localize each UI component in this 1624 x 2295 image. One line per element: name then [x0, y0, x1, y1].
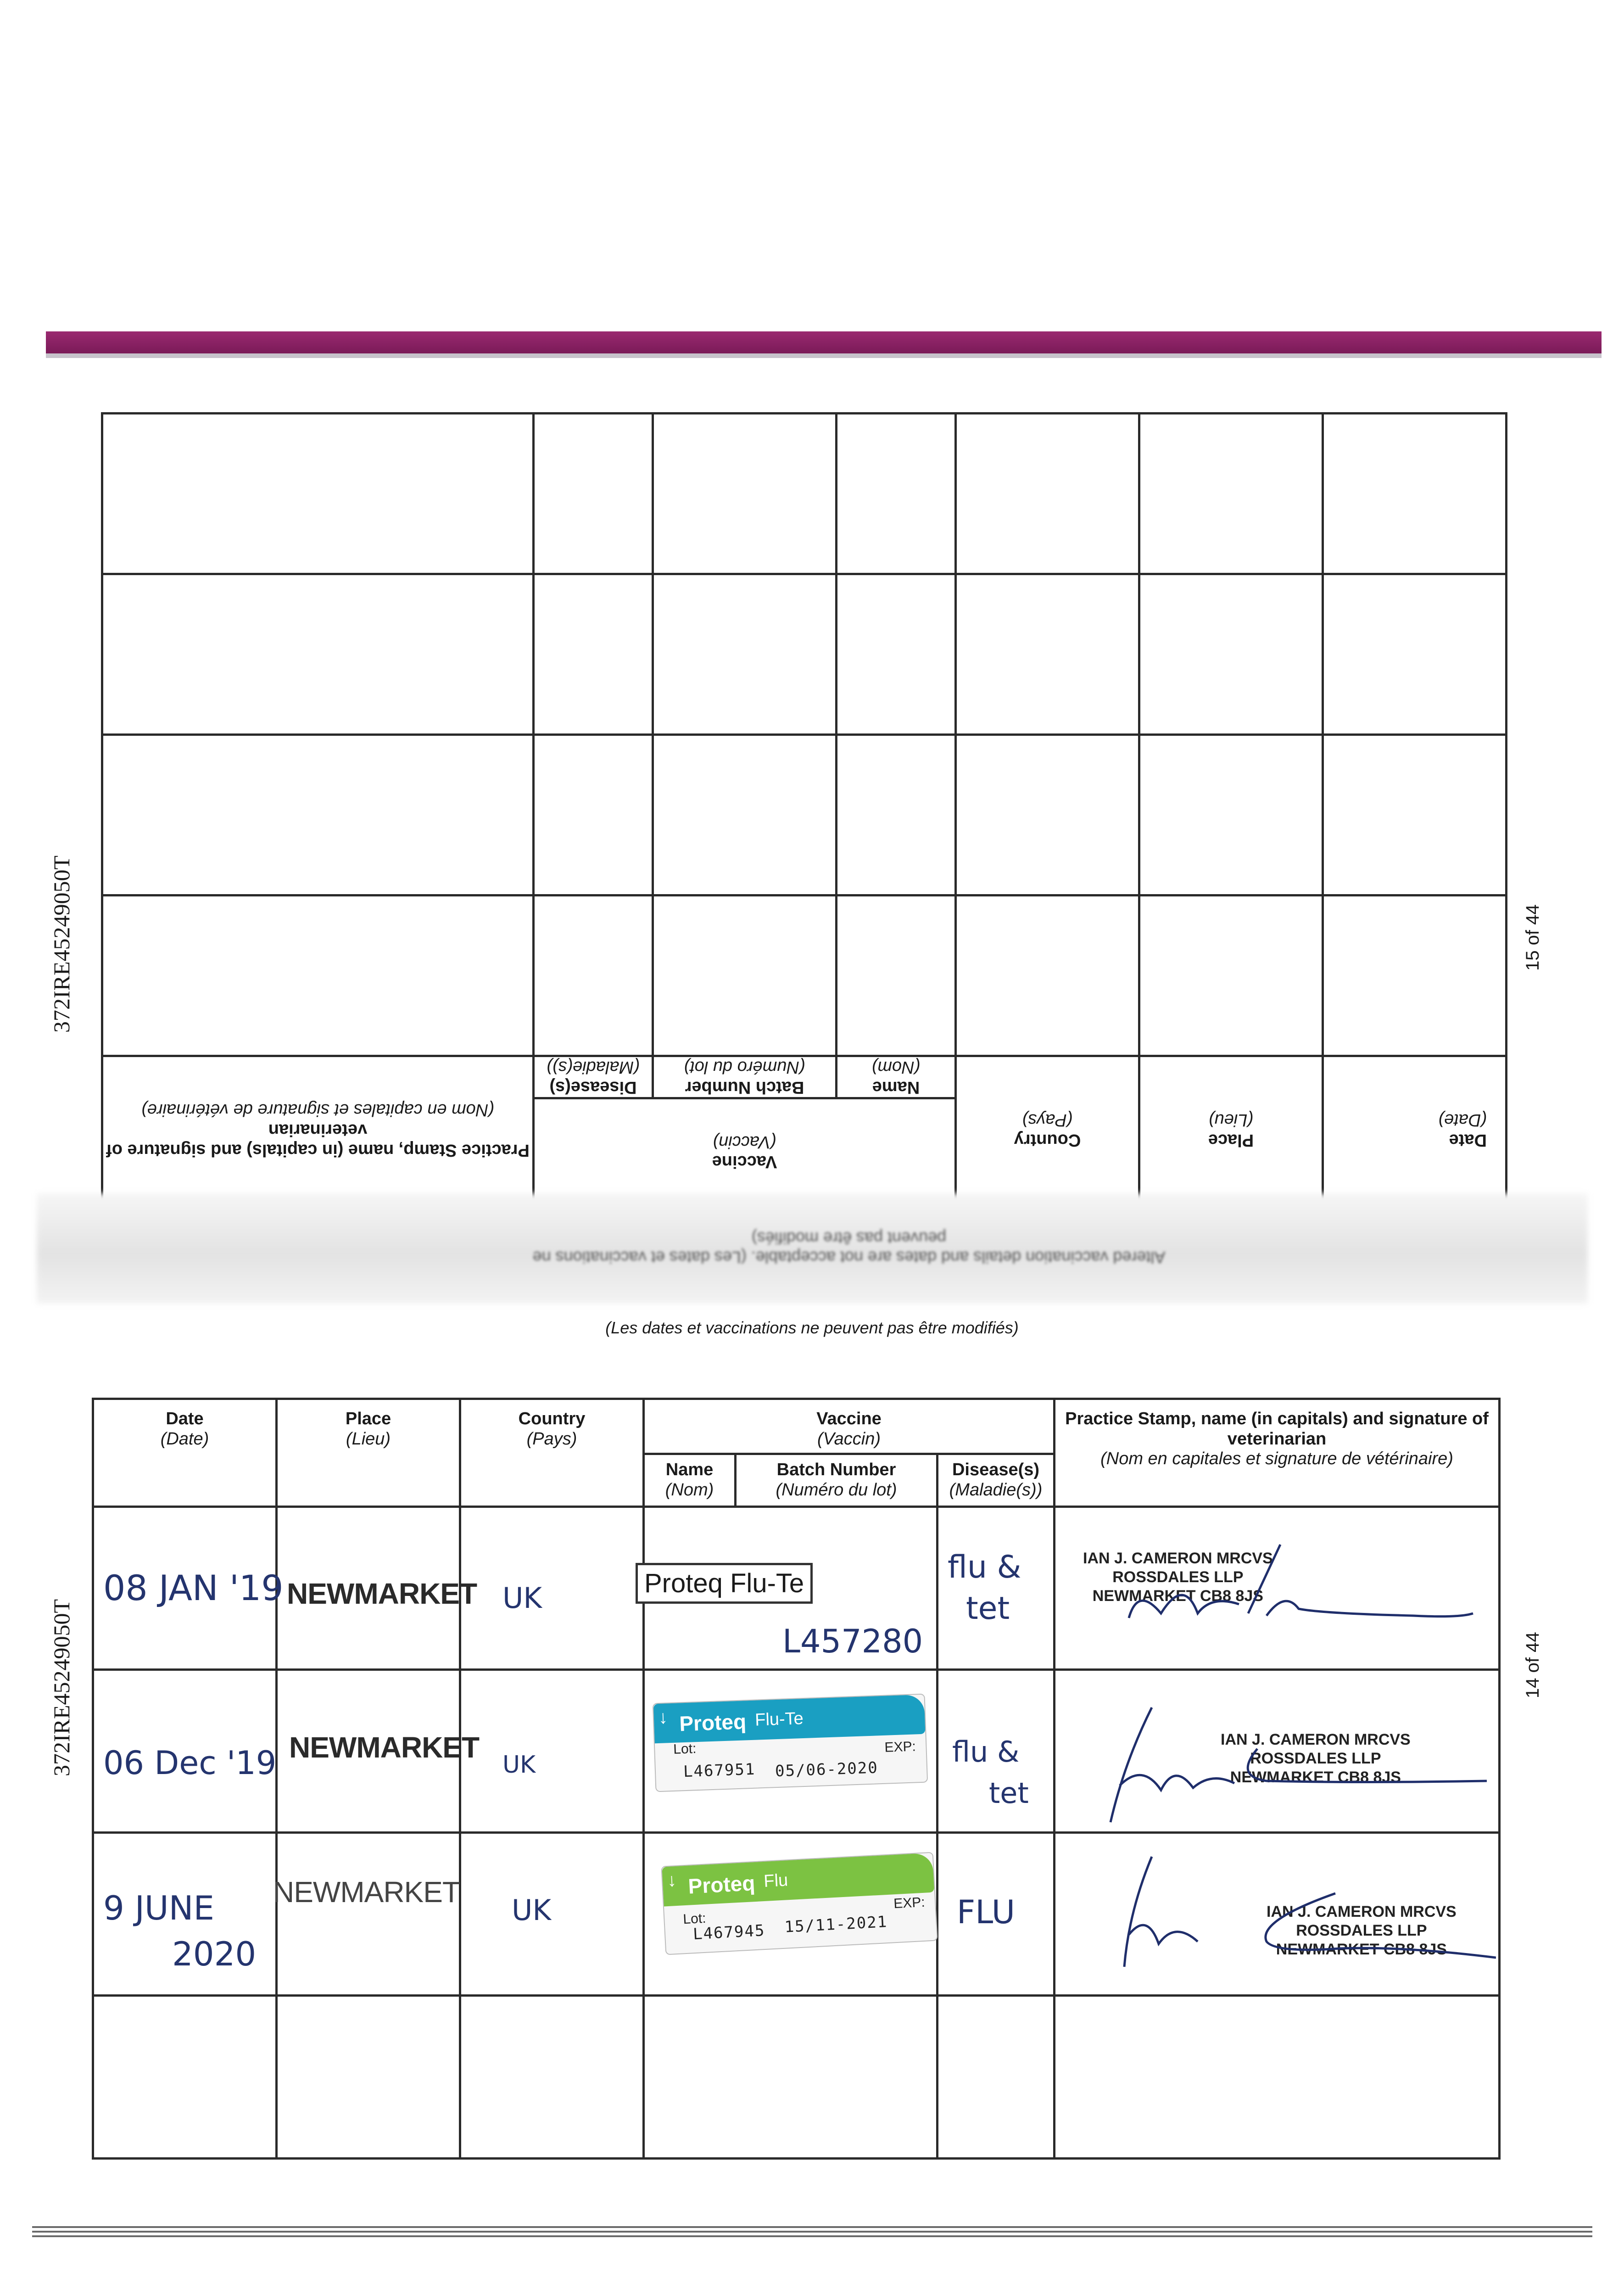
empty-cell [1139, 895, 1323, 1056]
label-brand: Proteq [679, 1709, 747, 1736]
country-cell [460, 1507, 644, 1670]
empty-cell [93, 1996, 277, 2159]
header-place: Place (Lieu) [1139, 1056, 1323, 1203]
empty-cell [1055, 1996, 1500, 2159]
empty-cell [102, 413, 533, 574]
empty-cell [102, 895, 533, 1056]
header-stamp: Practice Stamp, name (in capitals) and signature of veterinarian (Nom en capitales et signature de vétérinaire) [102, 1056, 533, 1203]
label-exp-value: 15/11-2021 [784, 1913, 888, 1937]
passport-id-upper: 372IRE45249050T [49, 855, 74, 1033]
label-product: Flu [763, 1870, 789, 1891]
empty-cell [102, 574, 533, 734]
vaccine-label-sticker [653, 1694, 928, 1792]
label-exp-value: 05/06-2020 [775, 1758, 879, 1781]
country-handwritten: UK [512, 1893, 552, 1927]
country-handwritten: UK [502, 1751, 536, 1779]
vaccine-label-sticker [661, 1852, 938, 1955]
batch-handwritten: L457280 [782, 1623, 923, 1660]
empty-cell [653, 895, 837, 1056]
header-batch: Batch Number (Numéro du lot) [736, 1454, 938, 1507]
country-cell [460, 1833, 644, 1996]
empty-cell [956, 574, 1139, 734]
disease-line1: flu & [948, 1549, 1021, 1585]
empty-cell [277, 1996, 460, 2159]
header-batch: Batch Number (Numéro du lot) [653, 1056, 837, 1098]
empty-cell [837, 413, 956, 574]
disease-line2: tet [989, 1776, 1029, 1810]
header-name: Name (Nom) [837, 1056, 956, 1098]
empty-cell [956, 734, 1139, 895]
vet-signature [1083, 1694, 1496, 1831]
table-row [93, 1996, 1500, 2159]
date-line2: 2020 [172, 1935, 257, 1973]
vaccine-name-batch-cell [644, 1507, 938, 1670]
empty-cell [460, 1996, 644, 2159]
label-lot-value: L467951 [683, 1760, 756, 1781]
empty-cell [1139, 413, 1323, 574]
table-row [93, 1507, 1500, 1670]
empty-cell [1323, 574, 1507, 734]
empty-cell [837, 734, 956, 895]
date-cell [93, 1670, 277, 1833]
upper-vaccination-table [103, 434, 1507, 1205]
disease-cell [938, 1507, 1055, 1670]
header-country: Country (Pays) [956, 1056, 1139, 1203]
table-row [93, 1833, 1500, 1996]
top-band-shadow [46, 353, 1602, 358]
empty-cell [938, 1996, 1055, 2159]
place-stamp: NEWMARKET [289, 1731, 480, 1764]
label-lot-value: L467945 [692, 1921, 766, 1944]
date-handwritten: 06 Dec '19 [103, 1744, 277, 1782]
vet-signature [1083, 1843, 1496, 1990]
empty-cell [653, 734, 837, 895]
header-stamp: Practice Stamp, name (in capitals) and signature of veterinarian (Nom en capitales et signature de vétérinaire) [1055, 1399, 1500, 1507]
header-disease: Disease(s) (Maladie(s)) [938, 1454, 1055, 1507]
header-country: Country (Pays) [460, 1399, 644, 1507]
empty-cell [956, 895, 1139, 1056]
label-lot-caption: Lot: [673, 1741, 697, 1757]
disease-cell [938, 1670, 1055, 1833]
header-date: Date (Date) [1323, 1056, 1507, 1203]
date-cell [93, 1507, 284, 1670]
place-cell [277, 1507, 477, 1670]
empty-cell [102, 734, 533, 895]
place-stamp: NEWMARKET [287, 1577, 477, 1610]
empty-cell [653, 574, 837, 734]
label-exp-caption: EXP: [884, 1739, 916, 1755]
empty-cell [533, 734, 653, 895]
country-cell [460, 1670, 644, 1833]
place-stamp: NEWMARKET [273, 1875, 460, 1909]
date-line1: 9 JUNE [103, 1889, 214, 1927]
empty-cell [1323, 734, 1507, 895]
header-name: Name (Nom) [644, 1454, 736, 1507]
page-number-lower: 14 of 44 [1523, 1632, 1543, 1698]
label-brand: Proteq [687, 1871, 756, 1898]
empty-cell [1323, 413, 1507, 574]
empty-cell [1323, 895, 1507, 1056]
country-handwritten: UK [502, 1581, 542, 1615]
stamp-cell [1055, 1507, 1500, 1670]
empty-cell [533, 413, 653, 574]
vaccine-name-stamp: Proteq Flu-Te [636, 1563, 813, 1604]
vet-stamp: IAN J. CAMERON MRCVS ROSSDALES LLP NEWMARKET CB8 8JS [1221, 1731, 1411, 1786]
header-vaccine: Vaccine (Vaccin) [533, 1098, 955, 1204]
label-exp-caption: EXP: [893, 1894, 926, 1912]
empty-cell [837, 895, 956, 1056]
lower-vaccination-table [92, 1398, 1498, 2127]
vet-stamp: IAN J. CAMERON MRCVS ROSSDALES LLP NEWMARKET CB8 8JS [1267, 1903, 1457, 1958]
vet-signature [1092, 1535, 1496, 1655]
label-product: Flu-Te [754, 1708, 804, 1730]
empty-cell [837, 574, 956, 734]
disease-line1: FLU [957, 1893, 1016, 1931]
vet-stamp: IAN J. CAMERON MRCVS ROSSDALES LLP NEWMARKET CB8 8JS [1083, 1550, 1273, 1605]
header-place: Place (Lieu) [277, 1399, 460, 1507]
page-number-upper: 15 of 44 [1523, 904, 1543, 971]
empty-cell [533, 895, 653, 1056]
disease-line1: flu & [952, 1735, 1020, 1769]
disease-line2: tet [966, 1590, 1010, 1627]
passport-id-lower: 372IRE45249050T [49, 1599, 74, 1776]
table-row [93, 1670, 1500, 1833]
inverted-notice: Altered vaccination details and dates are not acceptable. (Les dates et vaccinations ne peuvent pas être modifiés) [532, 1229, 1166, 1267]
header-date: Date (Date) [93, 1399, 277, 1507]
vaccine-label-cell [644, 1833, 938, 1996]
label-lot-caption: Lot: [682, 1910, 707, 1927]
stamp-cell [1055, 1833, 1500, 1996]
header-vaccine: Vaccine (Vaccin) [644, 1399, 1055, 1454]
empty-cell [533, 574, 653, 734]
disease-cell [938, 1833, 1055, 1996]
label-brand-band: ↓ Proteq Flu-Te [653, 1695, 926, 1744]
empty-cell [1139, 574, 1323, 734]
label-brand-band: ↓ Proteq Flu [662, 1853, 934, 1907]
empty-cell [644, 1996, 938, 2159]
header-disease: Disease(s) (Maladie(s)) [533, 1056, 653, 1098]
empty-cell [1139, 734, 1323, 895]
place-cell [273, 1833, 460, 1996]
bottom-rule-lines [32, 2226, 1592, 2245]
vaccine-label-cell [644, 1670, 938, 1833]
empty-cell [956, 413, 1139, 574]
empty-cell [653, 413, 837, 574]
place-cell [277, 1670, 480, 1833]
date-cell [93, 1833, 277, 1996]
top-color-band [46, 331, 1602, 353]
stamp-cell [1055, 1670, 1500, 1833]
date-handwritten: 08 JAN '19 [103, 1567, 284, 1608]
modification-notice: (Les dates et vaccinations ne peuvent pas être modifiés) [605, 1318, 1019, 1337]
